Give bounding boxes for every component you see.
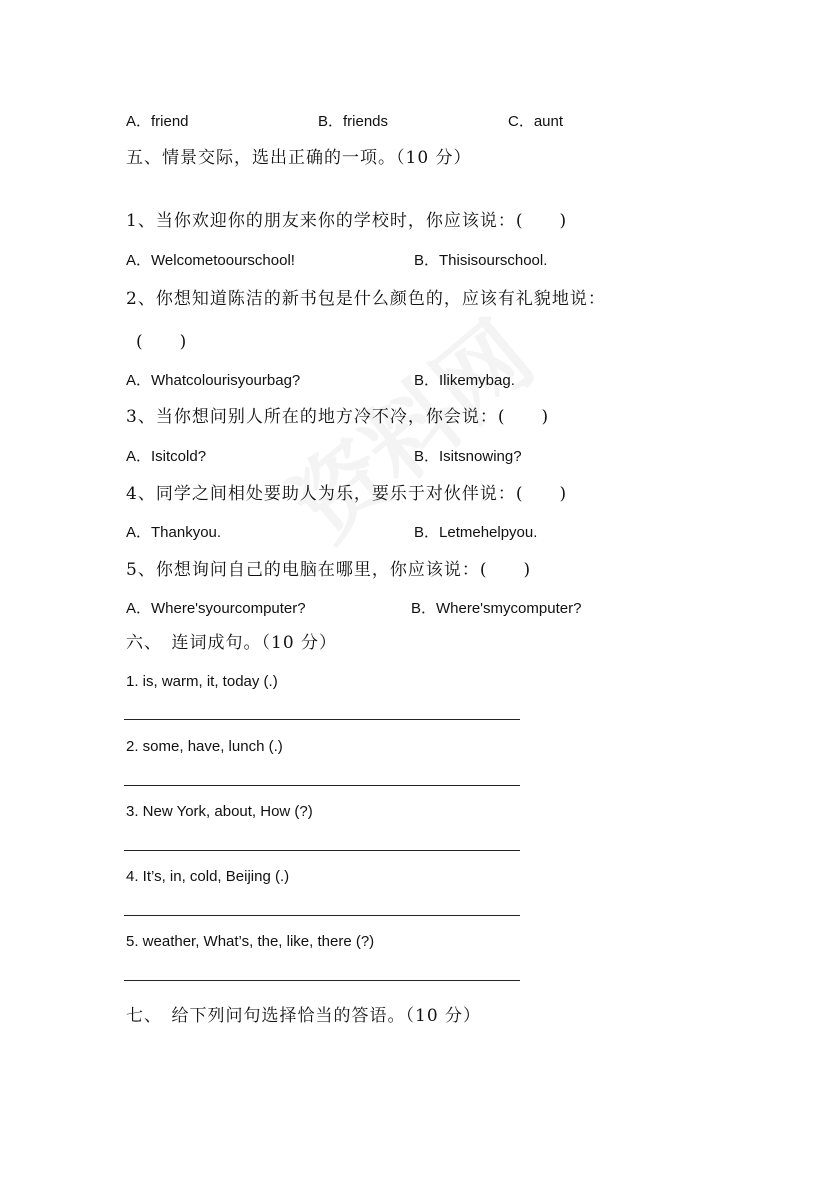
- question-3: 3、当你想问别人所在的地方冷不冷，你会说：( ): [126, 407, 550, 427]
- sentence-item-4: 4. It’s, in, cold, Beijing (.): [126, 868, 290, 885]
- option-b: B．friends: [318, 113, 389, 130]
- sentence-item-5: 5. weather, What’s, the, like, there (?): [126, 933, 375, 950]
- q5-option-b: B．Where'smycomputer?: [411, 600, 582, 617]
- question-2: 2、你想知道陈洁的新书包是什么颜色的，应该有礼貌地说：: [126, 289, 606, 309]
- question-5: 5、你想询问自己的电脑在哪里，你应该说：( ): [126, 560, 532, 580]
- sentence-item-1: 1. is, warm, it, today (.): [126, 673, 278, 690]
- option-a: A．friend: [126, 113, 189, 130]
- sentence-item-3: 3. New York, about, How (?): [126, 803, 313, 820]
- sentence-item-2: 2. some, have, lunch (.): [126, 738, 283, 755]
- answer-line-1[interactable]: [124, 719, 520, 720]
- q3-option-b: B．Isitsnowing?: [414, 448, 522, 465]
- section-6-title: 六、 连词成句。（10 分）: [126, 633, 338, 653]
- watermark-2: [269, 1082, 363, 1185]
- answer-line-5[interactable]: [124, 980, 520, 981]
- option-c: C．aunt: [508, 113, 564, 130]
- section-5-title: 五、情景交际，选出正确的一项。（10 分）: [126, 148, 472, 168]
- section-7-title: 七、 给下列问句选择恰当的答语。（10 分）: [126, 1006, 482, 1026]
- answer-line-3[interactable]: [124, 850, 520, 851]
- question-1: 1、当你欢迎你的朋友来你的学校时，你应该说：( ): [126, 211, 568, 231]
- q1-option-a: A．Welcometoourschool!: [126, 252, 295, 269]
- q4-option-b: B．Letmehelpyou.: [414, 524, 538, 541]
- question-4: 4、同学之间相处要助人为乐，要乐于对伙伴说：( ): [126, 484, 568, 504]
- q5-option-a: A．Where'syourcomputer?: [126, 600, 306, 617]
- answer-line-4[interactable]: [124, 915, 520, 916]
- q4-option-a: A．Thankyou.: [126, 524, 222, 541]
- q2-option-b: B．Ilikemybag.: [414, 372, 515, 389]
- q2-option-a: A．Whatcolourisyourbag?: [126, 372, 301, 389]
- question-2-cont: ( ): [136, 332, 188, 352]
- q3-option-a: A．Isitcold?: [126, 448, 207, 465]
- q1-option-b: B．Thisisourschool.: [414, 252, 548, 269]
- answer-line-2[interactable]: [124, 785, 520, 786]
